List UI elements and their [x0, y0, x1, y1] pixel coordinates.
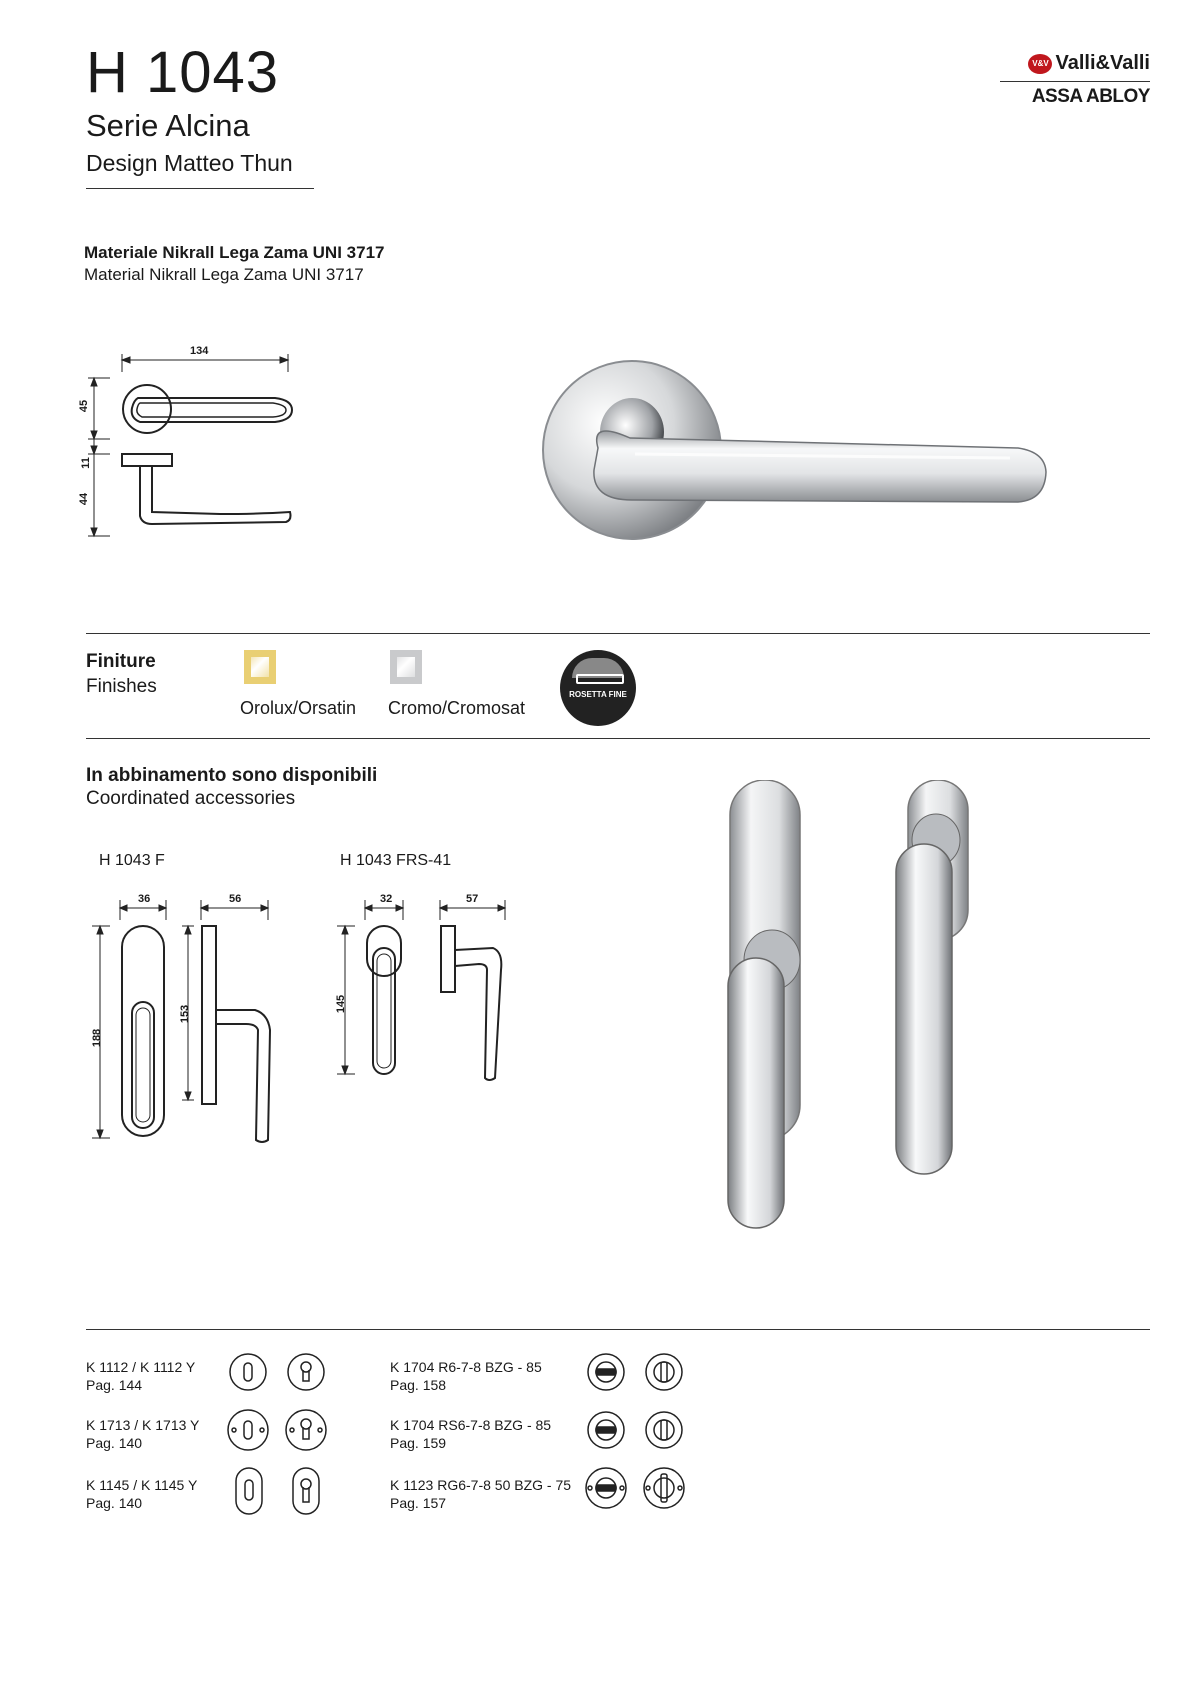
euro-cylinder-rose-icon — [288, 1354, 324, 1390]
material-en: Material Nikrall Lega Zama UNI 3717 — [84, 265, 364, 284]
handle-technical-drawing — [80, 340, 320, 540]
oval-key-escutcheon-icon — [236, 1468, 262, 1514]
designer-credit: Design Matteo Thun — [86, 150, 293, 176]
euro-cylinder-rose-screws-icon — [286, 1410, 326, 1450]
escutcheon-page: Pag. 158 — [390, 1377, 447, 1393]
escutcheon-code: K 1704 RS6-7-8 BZG - 85 — [390, 1417, 552, 1433]
rosetta-fine-badge — [560, 650, 636, 726]
dim-f-plate: 153 — [179, 1004, 192, 1024]
escutcheons-divider — [86, 1329, 1150, 1330]
dim-f-height: 188 — [91, 1028, 104, 1048]
handle-product-image — [540, 350, 1060, 560]
escutcheon-code: K 1713 / K 1713 Y — [86, 1417, 200, 1433]
bathroom-turn-icon — [588, 1354, 624, 1390]
escutcheon-code-5 — [390, 1416, 551, 1452]
title-divider — [86, 188, 314, 189]
escutcheon-page: Pag. 140 — [86, 1435, 143, 1451]
finishes-bottom-divider — [86, 738, 1150, 739]
brand-group: ASSA ABLOY — [1031, 86, 1150, 107]
bathroom-turn-icon-2 — [588, 1412, 624, 1448]
escutcheon-page: Pag. 140 — [86, 1495, 143, 1511]
escutcheon-icons-left — [226, 1350, 336, 1530]
finish-label-gold: Orolux/Orsatin — [240, 698, 357, 718]
escutcheon-code: K 1145 / K 1145 Y — [86, 1477, 198, 1493]
brand-badge: V&V — [1028, 54, 1052, 74]
brand-name: Valli&Valli — [1055, 52, 1150, 74]
model-code-f: H 1043 F — [99, 852, 165, 869]
material-it: Materiale Nikrall Lega Zama UNI 3717 — [84, 243, 385, 262]
window-handles-product-image — [720, 780, 980, 1240]
bathroom-release-screws-icon — [644, 1468, 684, 1508]
window-handle-frs-drawing — [325, 890, 525, 1090]
accessories-title-en: Coordinated accessories — [86, 788, 296, 809]
dim-frs-height: 145 — [335, 994, 348, 1014]
bathroom-release-icon-2 — [646, 1412, 682, 1448]
bathroom-release-icon — [646, 1354, 682, 1390]
key-rose-icon — [230, 1354, 266, 1390]
bathroom-turn-screws-icon — [586, 1468, 626, 1508]
page-title: H 1043 — [86, 40, 280, 105]
rosetta-icon — [576, 674, 624, 684]
escutcheon-page: Pag. 157 — [390, 1495, 447, 1511]
series-name: Serie Alcina — [86, 108, 250, 143]
dim-neck: 11 — [79, 457, 92, 469]
escutcheon-code-2 — [86, 1416, 199, 1452]
escutcheon-code: K 1112 / K 1112 Y — [86, 1359, 196, 1375]
dim-depth: 44 — [78, 492, 91, 506]
brand-divider — [1000, 81, 1150, 82]
escutcheon-icons-right — [584, 1350, 694, 1530]
escutcheon-code: K 1123 RG6-7-8 50 BZG - 75 — [390, 1477, 572, 1493]
escutcheon-code-6 — [390, 1476, 571, 1512]
escutcheon-code-4 — [390, 1358, 542, 1394]
finish-label-chrome: Cromo/Cromosat — [388, 698, 526, 718]
finish-swatch-gold — [244, 650, 276, 684]
dim-f-width: 36 — [138, 893, 151, 905]
rosetta-label: ROSETTA FINE — [569, 690, 627, 699]
dim-rose-height: 45 — [78, 399, 91, 413]
brand-logo — [1000, 52, 1150, 108]
finishes-title-it: Finiture — [86, 651, 156, 672]
finishes-top-divider — [86, 633, 1150, 634]
escutcheon-code-1 — [86, 1358, 195, 1394]
finish-swatch-chrome — [390, 650, 422, 684]
key-rose-screws-icon — [228, 1410, 268, 1450]
dim-frs-depth: 57 — [466, 893, 479, 905]
dim-length: 134 — [190, 345, 209, 357]
dim-f-depth: 56 — [229, 893, 242, 905]
dim-frs-width: 32 — [380, 893, 393, 905]
escutcheon-page: Pag. 144 — [86, 1377, 143, 1393]
escutcheon-code: K 1704 R6-7-8 BZG - 85 — [390, 1359, 542, 1375]
finishes-title-en: Finishes — [86, 676, 157, 697]
oval-euro-escutcheon-icon — [293, 1468, 319, 1514]
accessories-title-it: In abbinamento sono disponibili — [86, 765, 378, 786]
escutcheon-page: Pag. 159 — [390, 1435, 447, 1451]
escutcheon-code-3 — [86, 1476, 197, 1512]
model-code-frs: H 1043 FRS-41 — [340, 852, 452, 869]
